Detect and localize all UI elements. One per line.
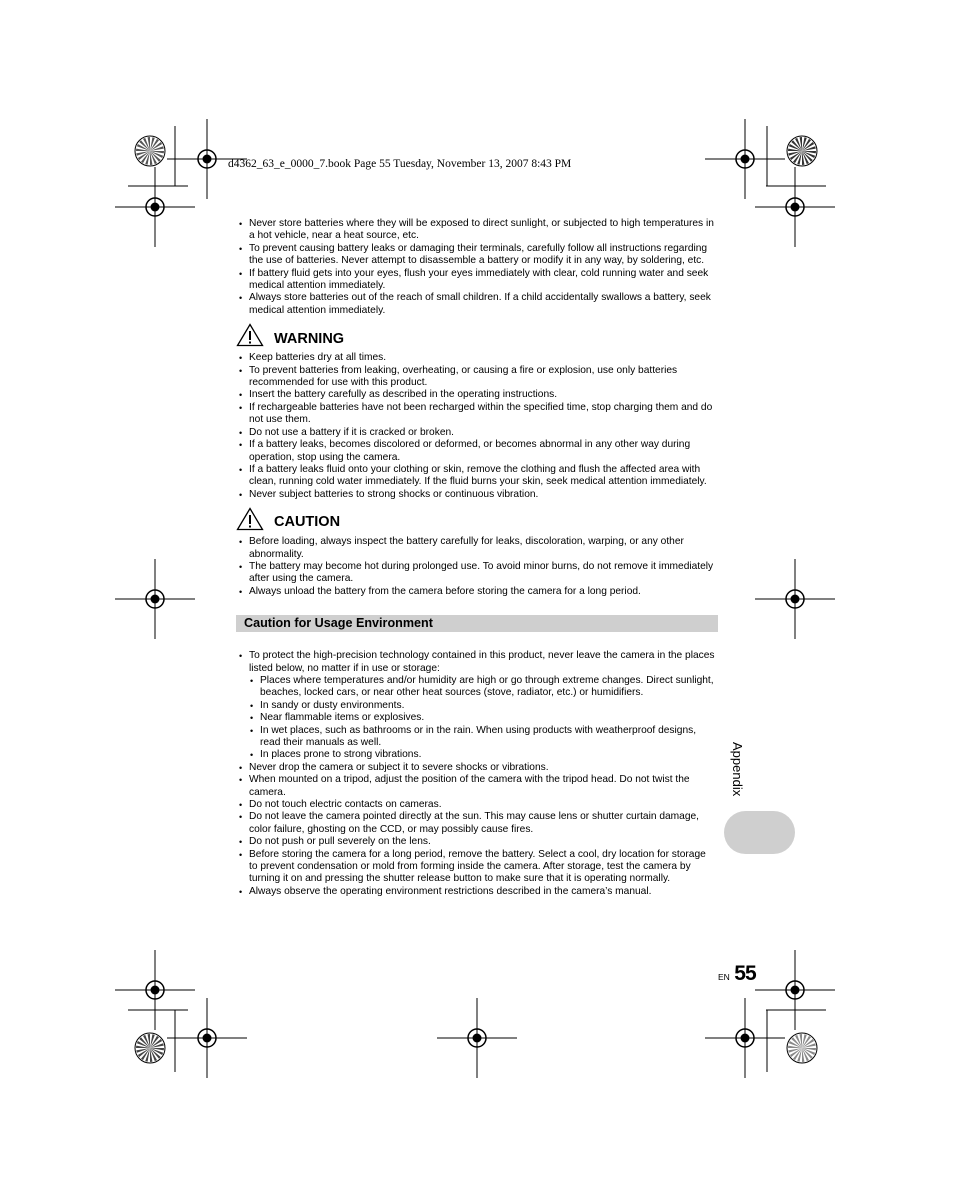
section-title: Caution for Usage Environment [236,615,718,632]
usage-list [238,650,716,898]
star-target [135,136,165,166]
list-item: • Do not touch electric contacts on cameras. [238,799,716,811]
star-target [135,1033,165,1063]
registration-mark [705,119,785,199]
list-item: • Keep batteries dry at all times. [238,352,716,364]
registration-mark [115,167,195,247]
sub-list-item: • Places where temperatures and/or humidity are high or go through extreme changes. Direct sunlight, beaches, locked cars, or near other heat sources (stove, radiator, etc.) or humidifiers. [249,675,716,700]
warning-heading [236,321,716,349]
caution-heading [236,505,716,533]
star-target [787,1033,817,1063]
warning-label: WARNING [274,330,345,347]
list-item: • Insert the battery carefully as described in the operating instructions. [238,389,716,401]
sub-list-item: • Near flammable items or explosives. [249,712,716,724]
intro-list [238,218,716,317]
list-item: • Never store batteries where they will be exposed to direct sunlight, or subjected to high temperatures in a hot vehicle, near a heat source, etc. [238,218,716,243]
sub-list-item: • In wet places, such as bathrooms or in the rain. When using products with weatherproof designs, read their manuals as well. [249,725,716,750]
list-item: • Never subject batteries to strong shocks or continuous vibration. [238,489,716,501]
sub-list-item: • In places prone to strong vibrations. [249,749,716,761]
caution-icon [236,507,264,531]
language-code: EN [718,972,730,982]
sub-list-item: • In sandy or dusty environments. [249,700,716,712]
list-item: • If a battery leaks, becomes discolored or deformed, or becomes abnormal in any other way during operation, stop using the camera. [238,439,716,464]
caution-label: CAUTION [274,514,341,531]
list-item: • If rechargeable batteries have not been recharged within the specified time, stop charging them and do not use them. [238,402,716,427]
list-item: • If a battery leaks fluid onto your clothing or skin, remove the clothing and flush the affected area with clean, running cold water immediately. If the fluid burns your skin, seek medical attention immediately. [238,464,716,489]
list-item: • The battery may become hot during prolonged use. To avoid minor burns, do not remove it immediately after using the camera. [238,561,716,586]
section-side-label: Appendix [730,742,745,797]
warning-list [238,352,716,501]
places-list [249,675,716,762]
list-item: • Before storing the camera for a long period, remove the battery. Select a cool, dry location for storage to prevent condensation or mold from forming inside the camera. After storage, test the camera by turning it on and pressing the shutter release button to make sure that it is operating normally. [238,849,716,886]
list-item: • Always store batteries out of the reach of small children. If a child accidentally swallows a battery, seek medical attention immediately. [238,292,716,317]
page-number [718,962,756,986]
list-item: • To prevent batteries from leaking, overheating, or causing a fire or explosion, use only batteries recommended for use with this product. [238,365,716,390]
list-item: • Always observe the operating environment restrictions described in the camera’s manual. [238,886,716,898]
list-item: • When mounted on a tripod, adjust the position of the camera with the tripod head. Do not twist the camera. [238,774,716,799]
print-header: d4362_63_e_0000_7.book Page 55 Tuesday, November 13, 2007 8:43 PM [228,158,572,170]
registration-mark [437,998,517,1078]
section-tab [724,811,795,854]
list-item: • To prevent causing battery leaks or damaging their terminals, carefully follow all instructions regarding the use of batteries. Never attempt to disassemble a battery or modify it in any way, by soldering, etc. [238,243,716,268]
list-item: • Do not push or pull severely on the lens. [238,836,716,848]
list-item: • Do not leave the camera pointed directly at the sun. This may cause lens or shutter curtain damage, color failure, ghosting on the CCD, or may possibly cause fires. [238,811,716,836]
list-item: • Before loading, always inspect the battery carefully for leaks, discoloration, warping, or any other abnormality. [238,536,716,561]
registration-mark [755,559,835,639]
list-item: • Never drop the camera or subject it to severe shocks or vibrations. [238,762,716,774]
list-item [238,650,716,762]
page-number-value: 55 [734,962,756,985]
registration-mark [115,950,195,1030]
list-item: • Do not use a battery if it is cracked or broken. [238,427,716,439]
star-target [787,136,817,166]
list-item: • If battery fluid gets into your eyes, flush your eyes immediately with clear, cold running water and seek medical attention immediately. [238,268,716,293]
registration-mark [115,559,195,639]
protect-text: To protect the high-precision technology contained in this product, never leave the camera in the places listed below, no matter if in use or storage: [249,650,715,674]
caution-list [238,536,716,598]
main-content [238,218,716,898]
list-item: • Always unload the battery from the camera before storing the camera for a long period. [238,586,716,598]
warning-icon [236,323,264,347]
